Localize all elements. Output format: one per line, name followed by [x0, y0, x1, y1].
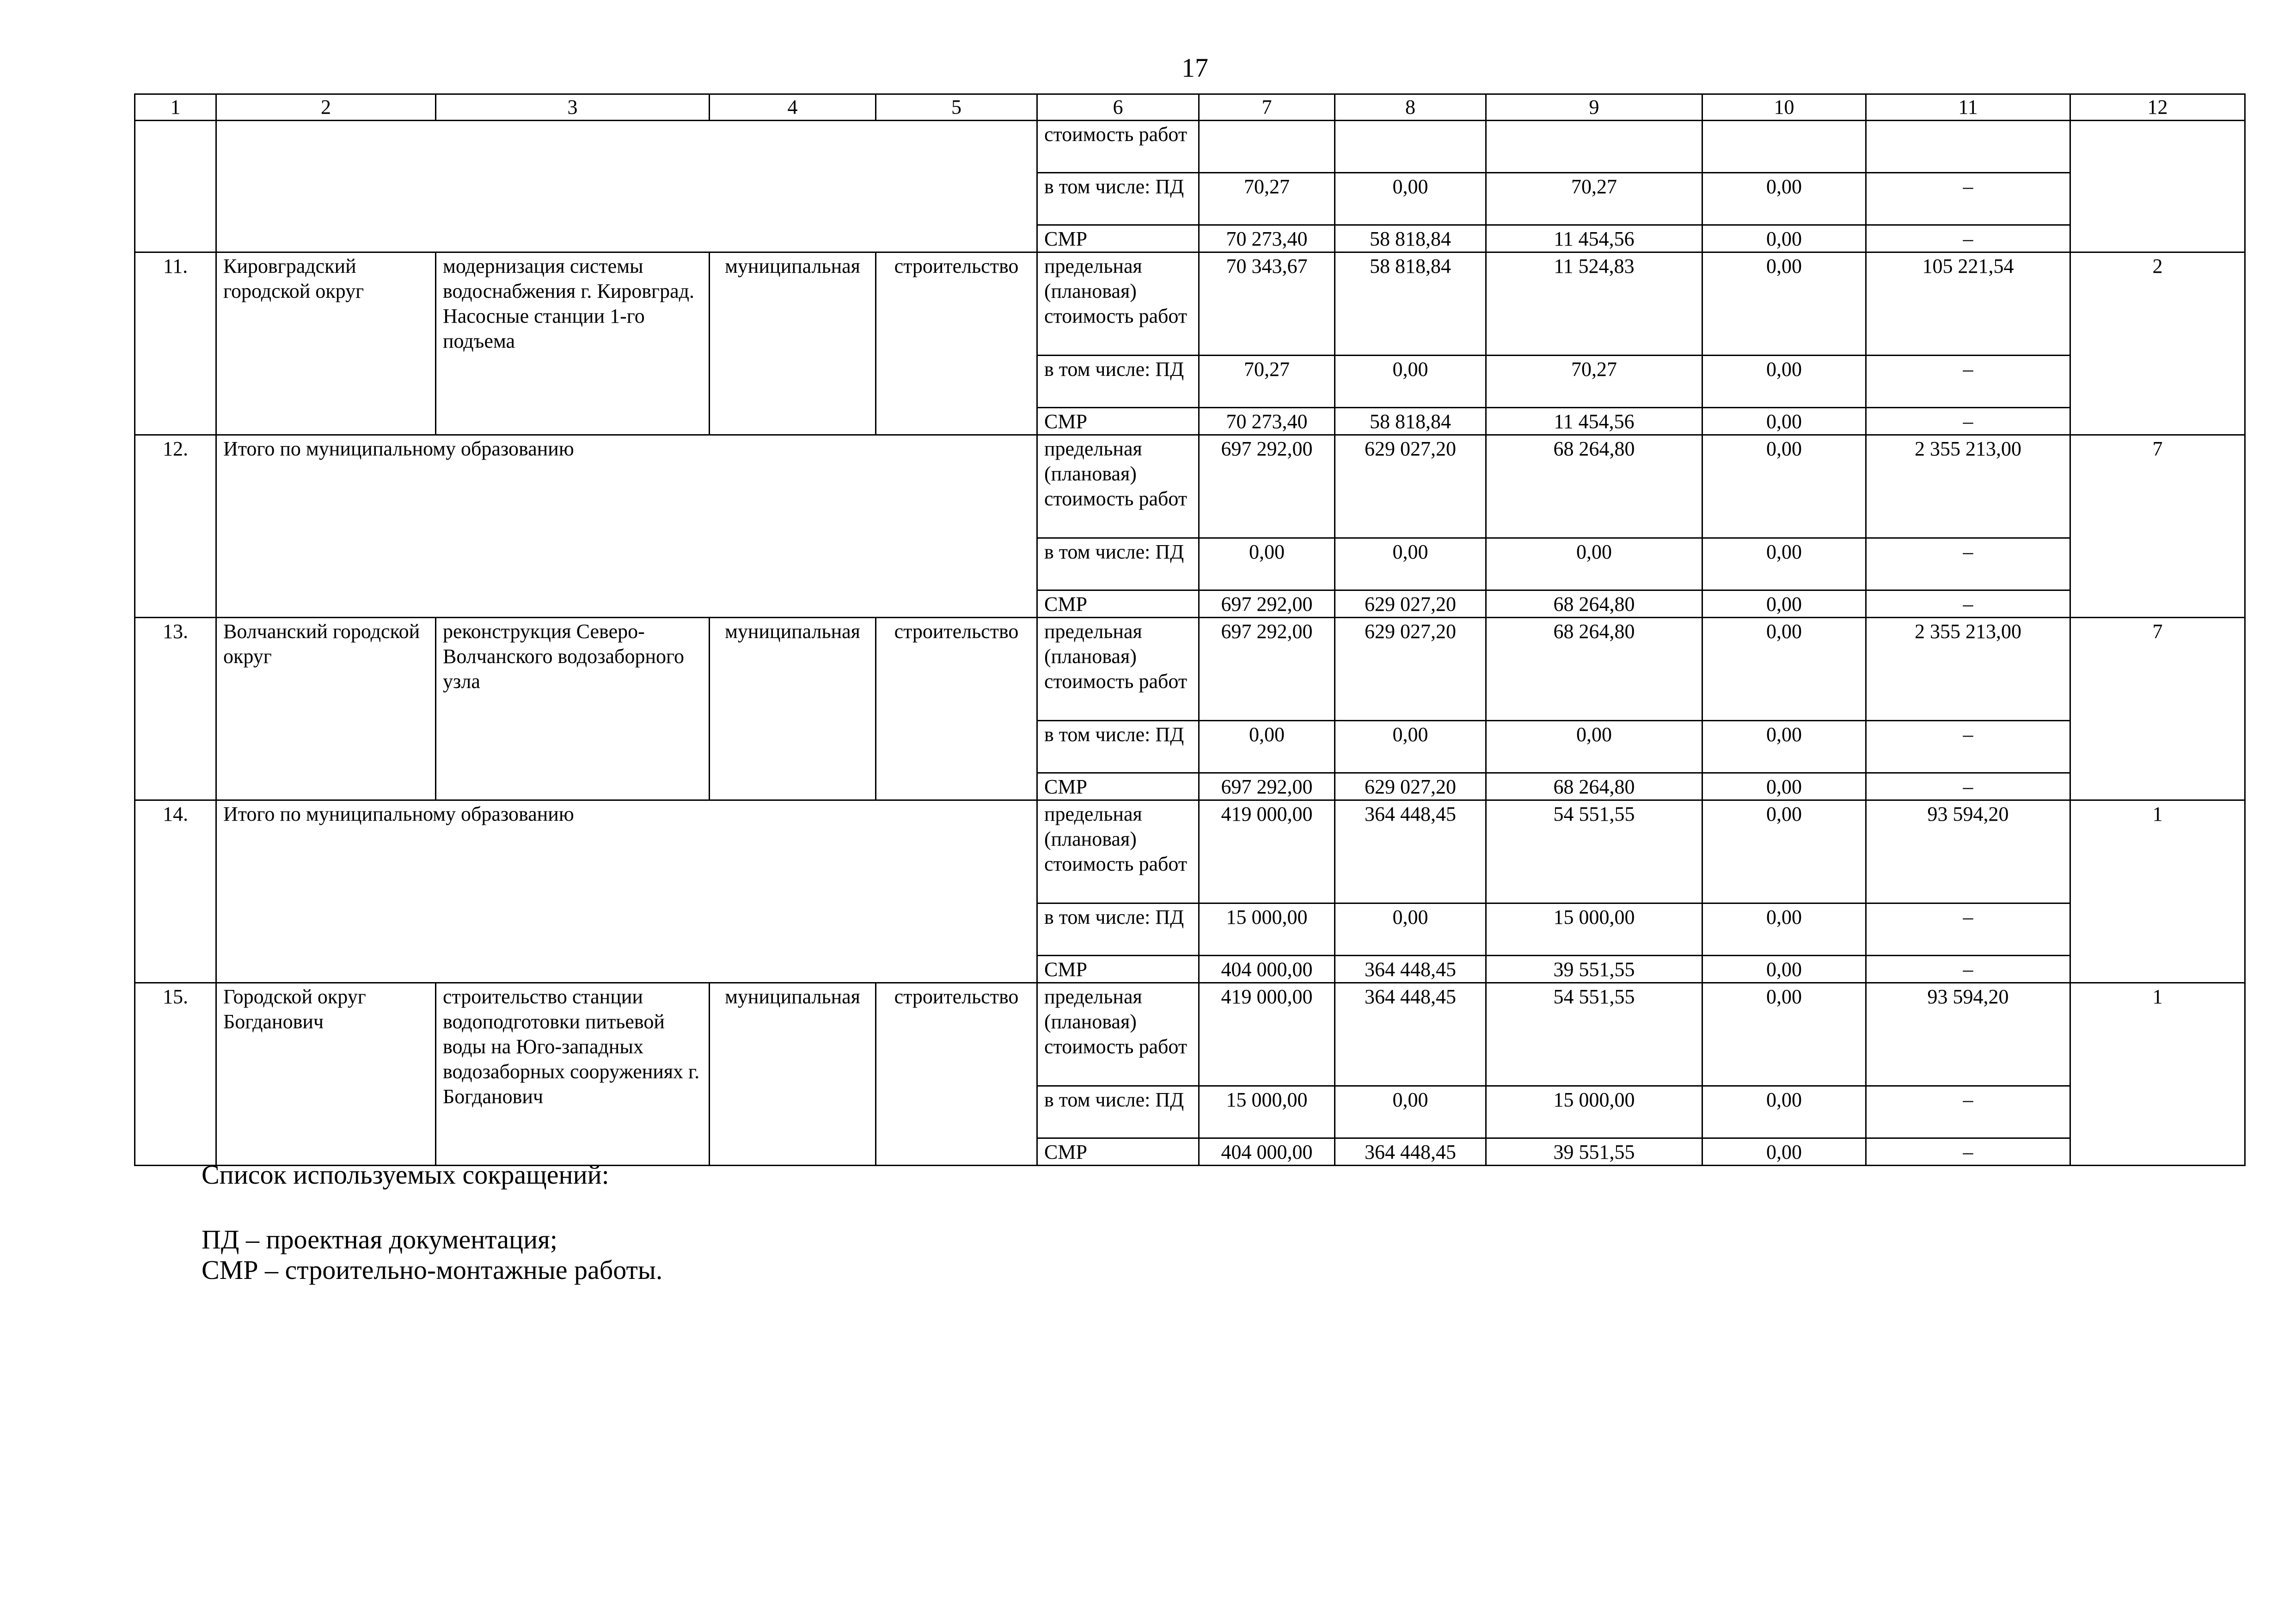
pd-value: 0,00	[1335, 356, 1486, 408]
smr-value: 0,00	[1702, 408, 1866, 435]
pd-value: 0,00	[1335, 903, 1486, 956]
pd-value: 0,00	[1199, 538, 1335, 590]
cost-value: 68 264,80	[1486, 618, 1702, 721]
smr-value: 364 448,45	[1335, 956, 1486, 983]
carry-col12-cell	[2070, 121, 2245, 252]
row-number: 13.	[135, 618, 216, 800]
pd-label: в том числе: ПД	[1037, 356, 1199, 408]
smr-value: 697 292,00	[1199, 773, 1335, 800]
smr-value: –	[1866, 225, 2070, 252]
total-row	[135, 800, 2245, 903]
ownership-cell: муниципальная	[710, 983, 876, 1166]
cost-value: 93 594,20	[1866, 800, 2070, 903]
table-row	[135, 983, 2245, 1086]
smr-value: 0,00	[1702, 773, 1866, 800]
cost-value: 0,00	[1702, 800, 1866, 903]
cost-value: 58 818,84	[1335, 252, 1486, 356]
smr-label: СМР	[1037, 590, 1199, 618]
pd-value: 70,27	[1199, 356, 1335, 408]
pd-label: в том числе: ПД	[1037, 1086, 1199, 1138]
smr-label: СМР	[1037, 408, 1199, 435]
column-number-row	[135, 94, 2245, 121]
abbreviations-title: Список используемых сокращений:	[202, 1160, 609, 1190]
abbreviation-item-pd: ПД – проектная документация;	[202, 1224, 557, 1254]
pd-value: 0,00	[1702, 356, 1866, 408]
smr-label: СМР	[1037, 1138, 1199, 1166]
smr-value: –	[1866, 773, 2070, 800]
column-number: 4	[710, 94, 876, 121]
carry-cost-row	[135, 121, 2245, 173]
smr-value: 0,00	[1702, 1138, 1866, 1166]
cost-value: 0,00	[1702, 252, 1866, 356]
column-number: 12	[2070, 94, 2245, 121]
smr-value: 404 000,00	[1199, 1138, 1335, 1166]
cost-value: 68 264,80	[1486, 435, 1702, 538]
carry-value-cell	[1486, 121, 1702, 173]
cost-value: 2 355 213,00	[1866, 435, 2070, 538]
cost-value: 93 594,20	[1866, 983, 2070, 1086]
pd-value: 70,27	[1199, 173, 1335, 225]
cost-value: 0,00	[1702, 435, 1866, 538]
cost-value: 364 448,45	[1335, 800, 1486, 903]
cost-value: 54 551,55	[1486, 983, 1702, 1086]
column-number: 2	[216, 94, 436, 121]
pd-value: –	[1866, 356, 2070, 408]
smr-value: 39 551,55	[1486, 1138, 1702, 1166]
smr-value: 70 273,40	[1199, 225, 1335, 252]
column-number: 3	[436, 94, 710, 121]
smr-value: –	[1866, 408, 2070, 435]
municipality-cell: Кировградский городской округ	[216, 252, 436, 435]
smr-value: 629 027,20	[1335, 590, 1486, 618]
row-number: 11.	[135, 252, 216, 435]
cost-label: предельная (плановая) стоимость работ	[1037, 252, 1199, 356]
pd-value: –	[1866, 173, 2070, 225]
count-value: 7	[2070, 435, 2245, 618]
smr-value: –	[1866, 1138, 2070, 1166]
pd-value: –	[1866, 721, 2070, 773]
pd-value: 0,00	[1199, 721, 1335, 773]
cost-value: 697 292,00	[1199, 435, 1335, 538]
pd-value: 70,27	[1486, 356, 1702, 408]
cost-value: 364 448,45	[1335, 983, 1486, 1086]
cost-label: предельная (плановая) стоимость работ	[1037, 618, 1199, 721]
cost-value: 11 524,83	[1486, 252, 1702, 356]
pd-label: в том числе: ПД	[1037, 173, 1199, 225]
column-number: 1	[135, 94, 216, 121]
pd-value: 70,27	[1486, 173, 1702, 225]
cost-value: 629 027,20	[1335, 435, 1486, 538]
pd-value: 0,00	[1335, 721, 1486, 773]
smr-value: 39 551,55	[1486, 956, 1702, 983]
row-number: 12.	[135, 435, 216, 618]
smr-value: 70 273,40	[1199, 408, 1335, 435]
work-type-cell: строительство	[876, 983, 1037, 1166]
carry-value-cell	[1866, 121, 2070, 173]
pd-value: 15 000,00	[1199, 1086, 1335, 1138]
smr-value: 629 027,20	[1335, 773, 1486, 800]
object-cell: строительство станции водоподготовки питьевой воды на Юго-западных водозаборных сооружениях г. Богданович	[436, 983, 710, 1166]
smr-value: 364 448,45	[1335, 1138, 1486, 1166]
municipality-cell: Волчанский городской округ	[216, 618, 436, 800]
count-value: 2	[2070, 252, 2245, 435]
cost-value: 0,00	[1702, 618, 1866, 721]
pd-value: 0,00	[1702, 1086, 1866, 1138]
cost-value: 2 355 213,00	[1866, 618, 2070, 721]
cost-value: 105 221,54	[1866, 252, 2070, 356]
cost-label: предельная (плановая) стоимость работ	[1037, 983, 1199, 1086]
pd-label: в том числе: ПД	[1037, 538, 1199, 590]
object-cell: модернизация системы водоснабжения г. Кировград. Насосные станции 1-го подъема	[436, 252, 710, 435]
pd-value: 0,00	[1702, 903, 1866, 956]
pd-value: 0,00	[1702, 721, 1866, 773]
carry-num-cell	[135, 121, 216, 252]
smr-value: 58 818,84	[1335, 408, 1486, 435]
smr-label: СМР	[1037, 956, 1199, 983]
pd-value: 0,00	[1335, 173, 1486, 225]
cost-label: предельная (плановая) стоимость работ	[1037, 435, 1199, 538]
pd-value: 0,00	[1486, 721, 1702, 773]
cost-label: предельная (плановая) стоимость работ	[1037, 800, 1199, 903]
count-value: 1	[2070, 800, 2245, 983]
municipality-cell: Городской округ Богданович	[216, 983, 436, 1166]
pd-label: в том числе: ПД	[1037, 721, 1199, 773]
smr-value: 68 264,80	[1486, 590, 1702, 618]
pd-label: в том числе: ПД	[1037, 903, 1199, 956]
table-body	[135, 94, 2245, 1166]
smr-label: СМР	[1037, 225, 1199, 252]
carry-value-cell	[1702, 121, 1866, 173]
smr-value: 404 000,00	[1199, 956, 1335, 983]
column-number: 8	[1335, 94, 1486, 121]
column-number: 6	[1037, 94, 1199, 121]
column-number: 9	[1486, 94, 1702, 121]
cost-value: 419 000,00	[1199, 800, 1335, 903]
smr-value: 58 818,84	[1335, 225, 1486, 252]
ownership-cell: муниципальная	[710, 252, 876, 435]
work-type-cell: строительство	[876, 252, 1037, 435]
pd-value: 15 000,00	[1486, 903, 1702, 956]
smr-value: –	[1866, 956, 2070, 983]
row-number: 14.	[135, 800, 216, 983]
pd-value: –	[1866, 1086, 2070, 1138]
smr-value: 68 264,80	[1486, 773, 1702, 800]
smr-value: 0,00	[1702, 590, 1866, 618]
pd-value: 0,00	[1335, 1086, 1486, 1138]
smr-value: 0,00	[1702, 956, 1866, 983]
ownership-cell: муниципальная	[710, 618, 876, 800]
table-row	[135, 618, 2245, 721]
total-label: Итого по муниципальному образованию	[216, 435, 1037, 618]
pd-value: 0,00	[1702, 538, 1866, 590]
cost-value: 70 343,67	[1199, 252, 1335, 356]
carry-value-cell	[1335, 121, 1486, 173]
pd-value: 0,00	[1335, 538, 1486, 590]
pd-value: 15 000,00	[1199, 903, 1335, 956]
smr-value: –	[1866, 590, 2070, 618]
column-number: 7	[1199, 94, 1335, 121]
smr-value: 11 454,56	[1486, 225, 1702, 252]
cost-value: 0,00	[1702, 983, 1866, 1086]
pd-value: –	[1866, 538, 2070, 590]
smr-value: 11 454,56	[1486, 408, 1702, 435]
carry-cost-label: стоимость работ	[1037, 121, 1199, 173]
objects-table	[134, 93, 2246, 1166]
abbreviation-item-smr: СМР – строительно-монтажные работы.	[202, 1255, 663, 1285]
cost-value: 629 027,20	[1335, 618, 1486, 721]
column-number: 11	[1866, 94, 2070, 121]
pd-value: 0,00	[1486, 538, 1702, 590]
page-number: 17	[1182, 53, 1208, 83]
smr-label: СМР	[1037, 773, 1199, 800]
total-row	[135, 435, 2245, 538]
cost-value: 54 551,55	[1486, 800, 1702, 903]
pd-value: 0,00	[1702, 173, 1866, 225]
count-value: 7	[2070, 618, 2245, 800]
cost-value: 697 292,00	[1199, 618, 1335, 721]
smr-value: 697 292,00	[1199, 590, 1335, 618]
object-cell: реконструкция Северо-Волчанского водозаборного узла	[436, 618, 710, 800]
pd-value: 15 000,00	[1486, 1086, 1702, 1138]
total-label: Итого по муниципальному образованию	[216, 800, 1037, 983]
column-number: 5	[876, 94, 1037, 121]
cost-value: 419 000,00	[1199, 983, 1335, 1086]
count-value: 1	[2070, 983, 2245, 1166]
smr-value: 0,00	[1702, 225, 1866, 252]
work-type-cell: строительство	[876, 618, 1037, 800]
carry-value-cell	[1199, 121, 1335, 173]
table-row	[135, 252, 2245, 356]
pd-value: –	[1866, 903, 2070, 956]
row-number: 15.	[135, 983, 216, 1166]
column-number: 10	[1702, 94, 1866, 121]
carry-description-cell	[216, 121, 1037, 252]
